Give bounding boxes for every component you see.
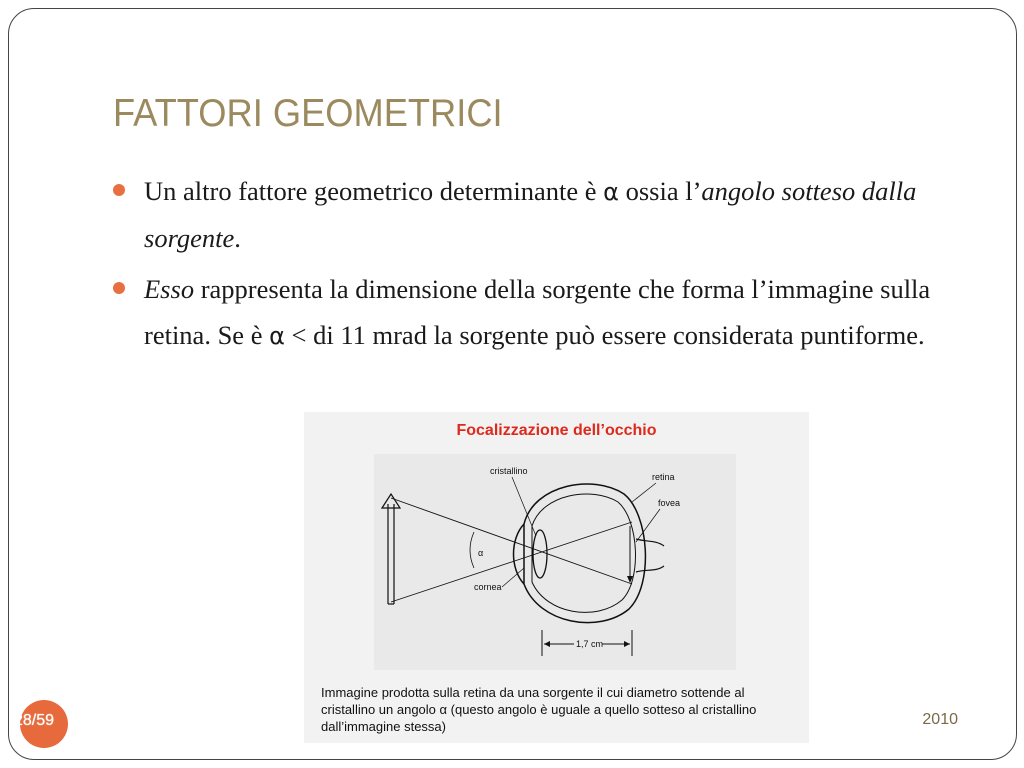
ray-line <box>391 498 632 584</box>
page-number: 28/59 <box>14 712 55 729</box>
bullet-list <box>113 168 963 364</box>
bullet-text: Un altro fattore geometrico determinante è <box>144 176 604 206</box>
optic-nerve-icon <box>636 539 664 572</box>
eye-diagram-svg <box>374 454 736 670</box>
figure-caption: Immagine prodotta sulla retina da una sorgente il cui diametro sottende al cristallino un angolo α (questo angolo è uguale a quello sotteso al cristallino dall’immagine stessa) <box>321 685 757 734</box>
eye-focus-figure <box>304 412 809 743</box>
bullet-text: rappresenta la dimensione della sorgente che forma l’immagine sulla retina. Se è <box>144 274 931 350</box>
label-distance: 1,7 cm <box>576 639 604 649</box>
footer-year: 2010 <box>922 711 958 728</box>
alpha-symbol: α <box>603 178 619 206</box>
label-cornea: cornea <box>474 582 502 592</box>
bullet-text: < di 11 mrad la sorgente può essere considerata puntiforme. <box>284 320 925 350</box>
eyeball-icon <box>524 484 645 623</box>
label-cristallino: cristallino <box>490 466 528 476</box>
alpha-label: α <box>478 548 484 558</box>
label-fovea: fovea <box>658 498 681 508</box>
source-arrow-icon <box>382 494 400 604</box>
bullet-dot-icon <box>113 282 125 294</box>
cornea-icon <box>514 524 525 584</box>
bullet-text: ossia l’ <box>618 176 702 206</box>
bullet-item <box>113 266 963 359</box>
bullet-text: . <box>234 223 241 253</box>
eye-diagram <box>374 454 736 670</box>
figure-title: Focalizzazione dell’occhio <box>456 422 657 439</box>
bullet-italic-text: angolo sotteso dalla sorgente <box>144 176 917 253</box>
alpha-arc-icon <box>470 532 474 568</box>
ray-line <box>391 522 632 602</box>
label-retina: retina <box>652 472 675 482</box>
bullet-item <box>113 168 963 261</box>
slide-title: FATTORI GEOMETRICI <box>113 92 503 135</box>
bullet-dot-icon <box>113 184 125 196</box>
bullet-italic-text: Esso <box>144 274 195 304</box>
alpha-symbol: α <box>269 322 285 350</box>
